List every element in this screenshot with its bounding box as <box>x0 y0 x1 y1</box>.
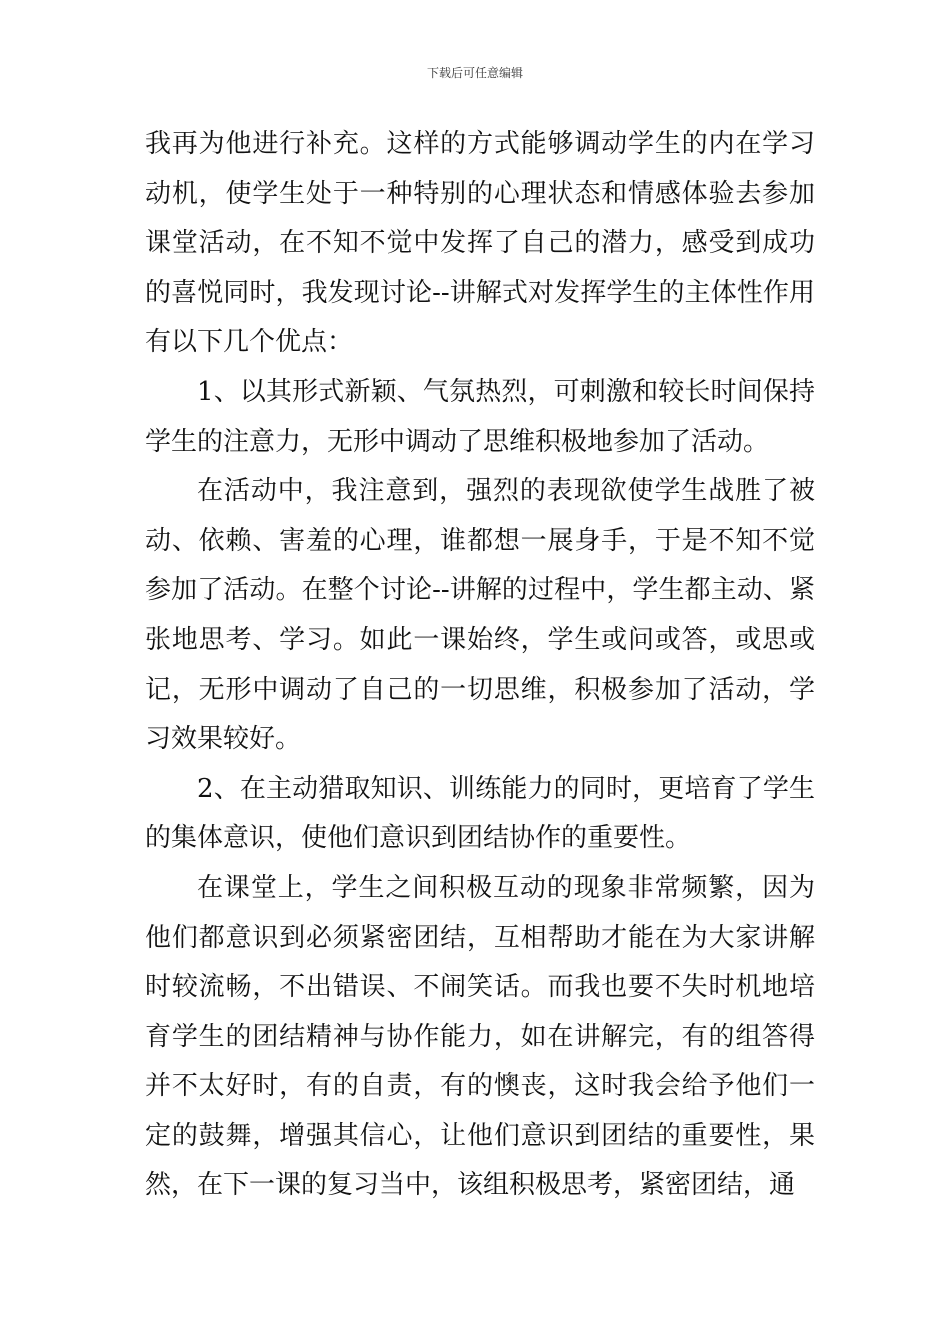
page-header-note: 下载后可任意编辑 <box>426 66 523 80</box>
paragraph-5: 在课堂上，学生之间积极互动的现象非常频繁，因为他们都意识到必须紧密团结，互相帮助才能在为大家讲解时较流畅，不出错误、不闹笑话。而我也要不失时机地培育学生的团结精神与协作能力，如在讲解完，有的组答得并不太好时，有的自责，有的懊丧，这时我会给予他们一定的鼓舞，增强其信心，让他们意识到团结的重要性，果然，在下一课的复习当中，该组积极思考，紧密团结，通 <box>145 872 815 1201</box>
paragraph-3: 在活动中，我注意到，强烈的表现欲使学生战胜了被动、依赖、害羞的心理，谁都想一展身手，于是不知不觉参加了活动。在整个讨论--讲解的过程中，学生都主动、紧张地思考、学习。如此一课始终，学生或问或答，或思或记，无形中调动了自己的一切思维，积极参加了活动，学习效果较好。 <box>145 476 815 755</box>
paragraph-1: 我再为他进行补充。这样的方式能够调动学生的内在学习动机，使学生处于一种特别的心理状态和情感体验去参加课堂活动，在不知不觉中发挥了自己的潜力，感受到成功的喜悦同时，我发现讨论--讲解式对发挥学生的主体性作用有以下几个优点： <box>145 129 815 358</box>
document-body <box>145 120 815 1211</box>
paragraph-2: 1、以其形式新颖、气氛热烈，可刺激和较长时间保持学生的注意力，无形中调动了思维积极地参加了活动。 <box>145 376 815 457</box>
paragraph-4: 2、在主动猎取知识、训练能力的同时，更培育了学生的集体意识，使他们意识到团结协作的重要性。 <box>145 773 815 854</box>
